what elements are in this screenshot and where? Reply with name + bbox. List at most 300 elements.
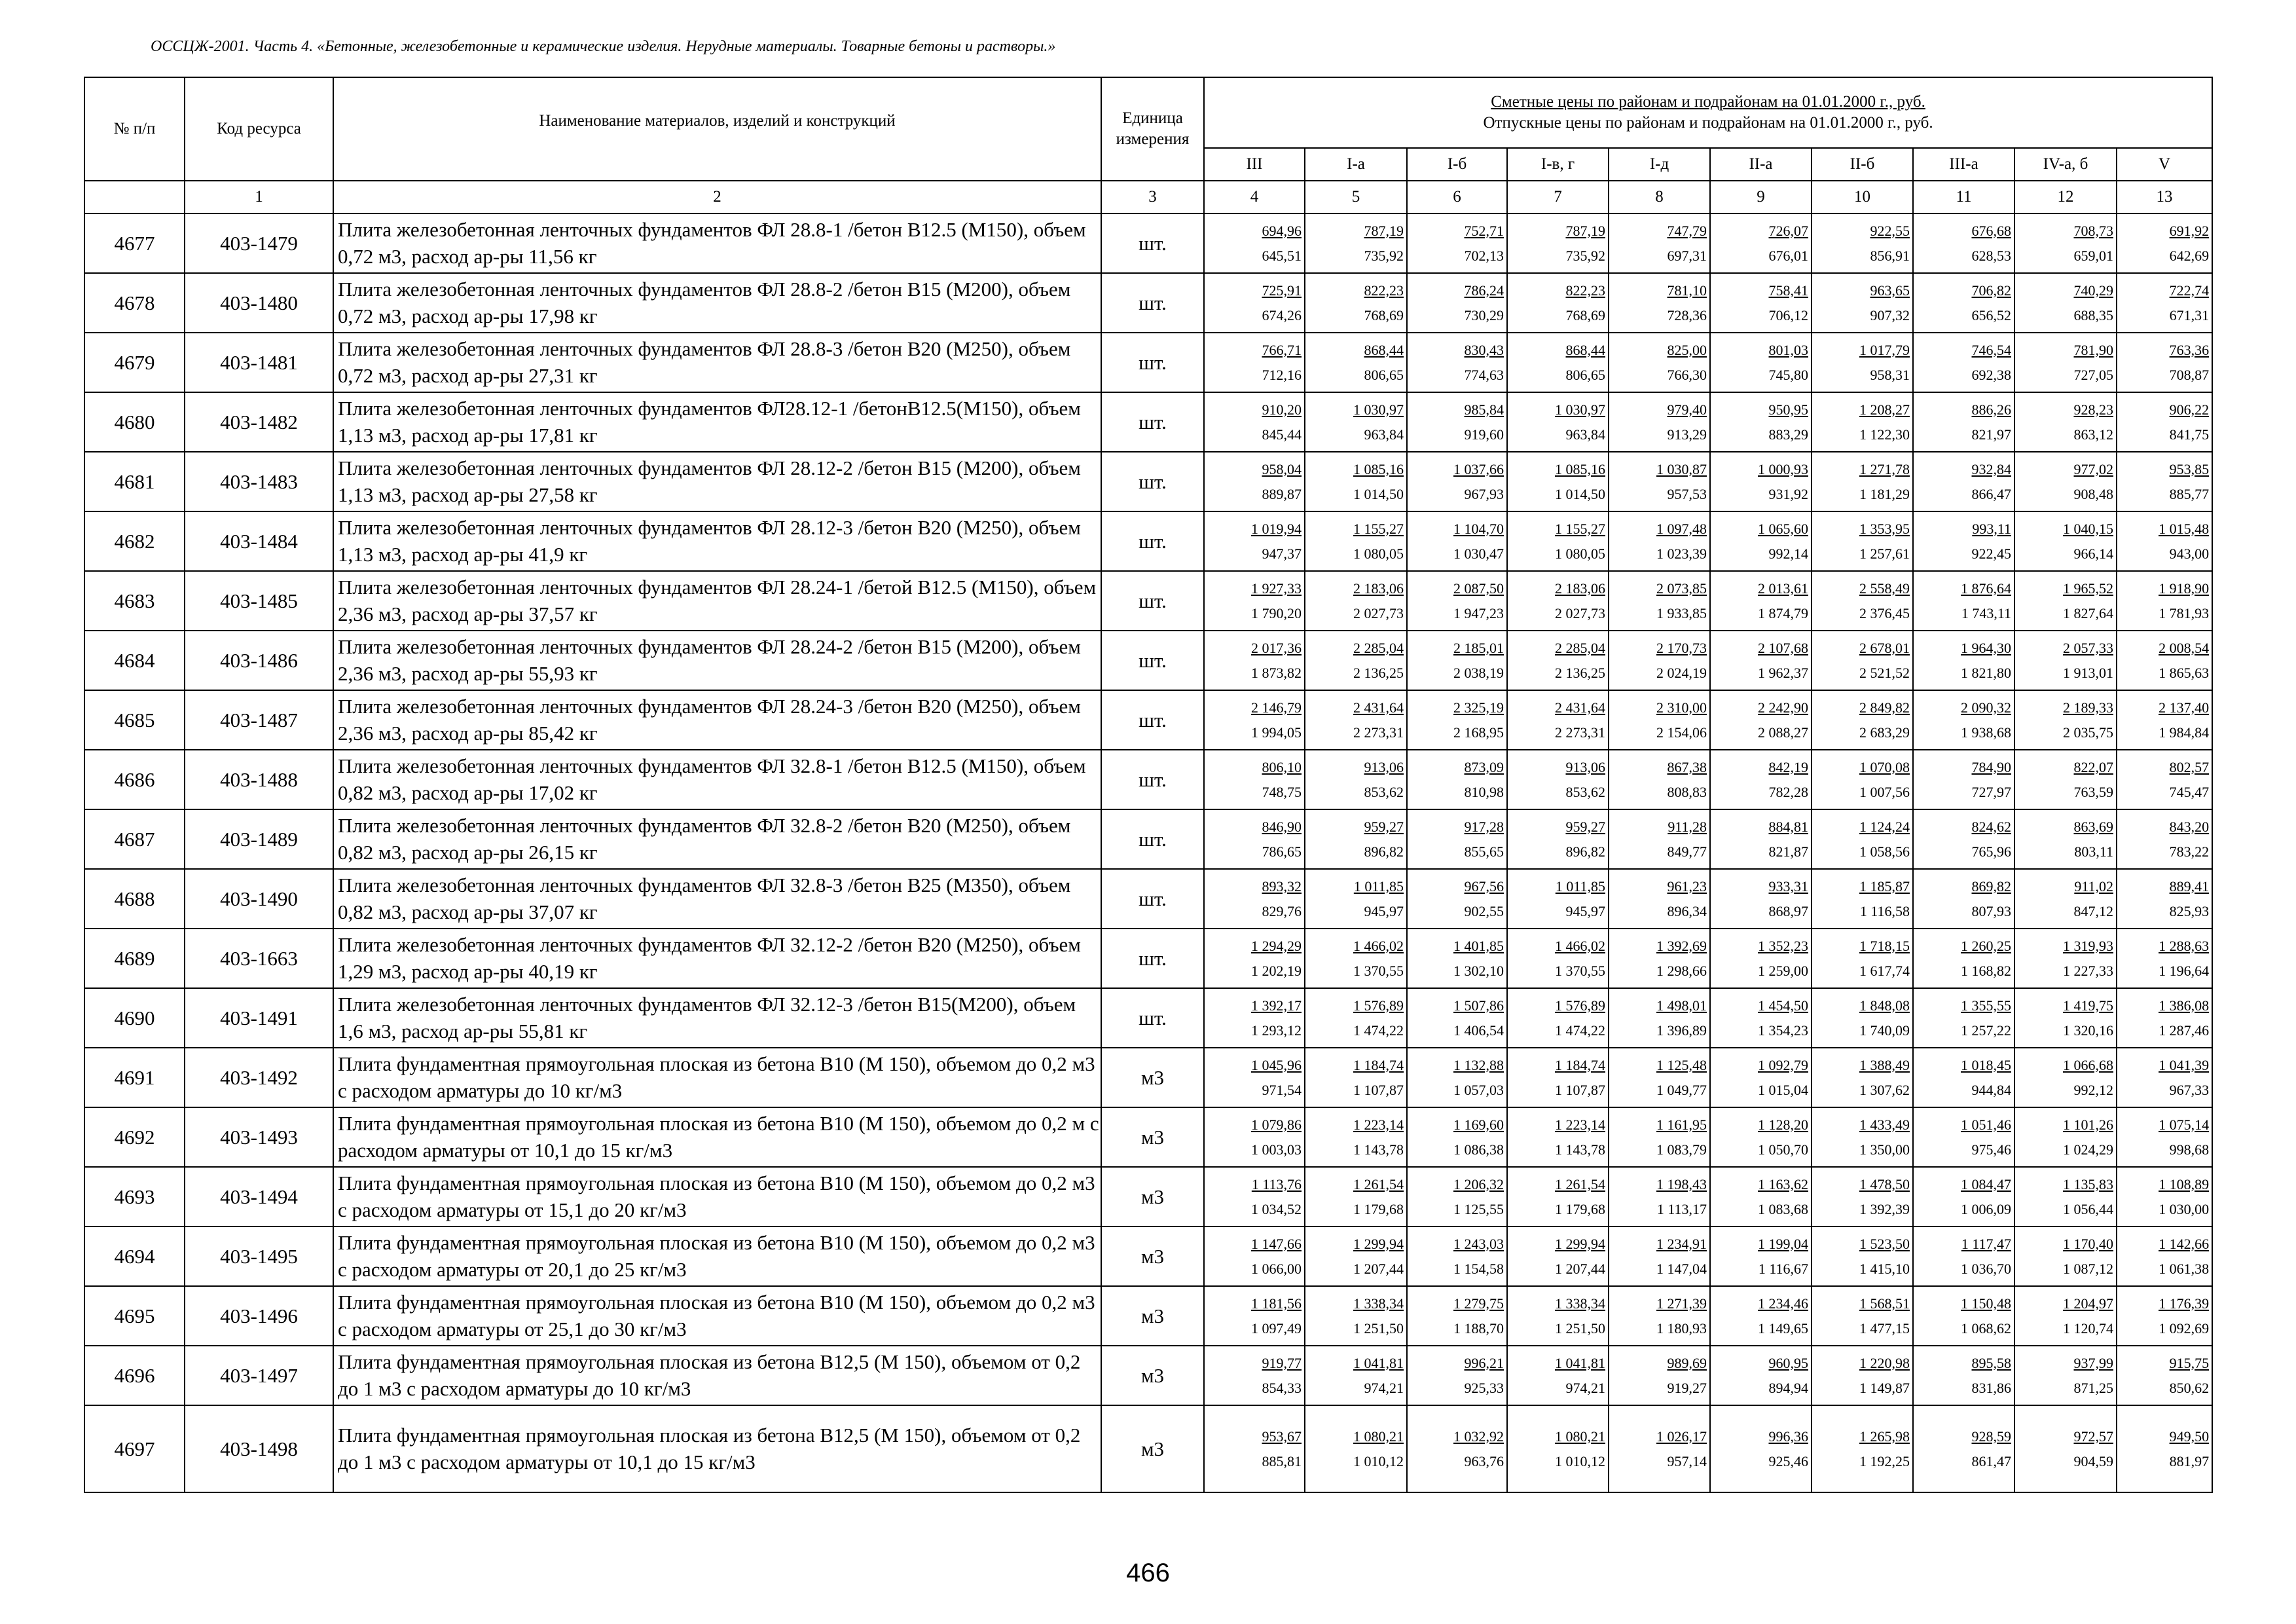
estimate-price: 1 392,69 — [1656, 937, 1707, 954]
estimate-price: 928,59 — [1971, 1428, 2011, 1445]
item-name: Плита фундаментная прямоугольная плоская из бетона В12,5 (М 150), объемом от 0,2 до 1 м3 с расходом арматуры до 10 кг/м3 — [333, 1346, 1101, 1405]
col-header-code: Код ресурса — [185, 77, 333, 181]
price-cell — [1812, 1107, 1913, 1167]
release-price: 808,83 — [1667, 783, 1707, 800]
estimate-price: 1 051,46 — [1961, 1116, 2011, 1133]
release-price: 1 107,87 — [1555, 1081, 1605, 1098]
price-cell — [1204, 1346, 1305, 1405]
release-price: 2 136,25 — [1353, 664, 1404, 681]
estimate-price: 781,90 — [2073, 341, 2113, 358]
estimate-price: 2 107,68 — [1758, 639, 1808, 656]
estimate-price: 1 576,89 — [1353, 997, 1404, 1014]
price-cell — [1913, 511, 2014, 571]
release-price: 1 743,11 — [1961, 604, 2011, 621]
release-price: 1 873,82 — [1251, 664, 1302, 681]
row-number: 4694 — [84, 1227, 185, 1286]
estimate-price: 893,32 — [1262, 877, 1302, 895]
price-cell — [1609, 1227, 1710, 1286]
price-cell — [1710, 273, 1812, 333]
price-cell — [1609, 392, 1710, 452]
price-cell — [2014, 929, 2117, 988]
release-price: 810,98 — [1464, 783, 1504, 800]
release-price: 1 049,77 — [1656, 1081, 1707, 1098]
estimate-price: 1 299,94 — [1555, 1235, 1605, 1252]
estimate-price: 959,27 — [1364, 818, 1404, 835]
estimate-price: 1 261,54 — [1353, 1175, 1404, 1192]
estimate-price: 1 433,49 — [1859, 1116, 1910, 1133]
release-price: 763,59 — [2073, 783, 2113, 800]
estimate-price: 1 080,21 — [1555, 1428, 1605, 1445]
estimate-price: 889,41 — [2169, 877, 2210, 895]
price-cell — [1710, 1405, 1812, 1492]
estimate-price: 1 015,48 — [2159, 520, 2210, 537]
estimate-price: 2 431,64 — [1353, 699, 1404, 716]
release-price: 1 196,64 — [2159, 962, 2210, 979]
estimate-price: 2 057,33 — [2063, 639, 2113, 656]
release-price: 1 083,68 — [1758, 1200, 1808, 1217]
resource-code: 403-1482 — [185, 392, 333, 452]
estimate-price: 910,20 — [1262, 401, 1302, 418]
estimate-price: 1 876,64 — [1961, 580, 2011, 597]
release-price: 974,21 — [1364, 1379, 1404, 1396]
col-header-unit: Единица измерения — [1101, 77, 1204, 181]
table-row — [84, 213, 2212, 273]
estimate-price: 1 299,94 — [1353, 1235, 1404, 1252]
release-price: 728,36 — [1667, 306, 1707, 323]
estimate-price: 895,58 — [1971, 1354, 2011, 1371]
item-name: Плита фундаментная прямоугольная плоская из бетона В10 (М 150), объемом до 0,2 м3 с расходом арматуры от 20,1 до 25 кг/м3 — [333, 1227, 1101, 1286]
estimate-price: 784,90 — [1971, 758, 2011, 775]
release-price: 958,31 — [1870, 366, 1910, 383]
region-header: I-д — [1609, 148, 1710, 181]
release-price: 783,22 — [2169, 843, 2210, 860]
price-cell — [1305, 511, 1407, 571]
price-cell — [2117, 1286, 2212, 1346]
estimate-price: 2 325,19 — [1453, 699, 1504, 716]
release-price: 2 168,95 — [1453, 724, 1504, 741]
release-price: 1 179,68 — [1353, 1200, 1404, 1217]
price-cell — [2014, 1346, 2117, 1405]
release-price: 908,48 — [2073, 485, 2113, 502]
item-unit: шт. — [1101, 631, 1204, 690]
estimate-price: 1 092,79 — [1758, 1056, 1808, 1073]
price-cell — [1407, 1048, 1507, 1107]
estimate-price: 2 137,40 — [2159, 699, 2210, 716]
table-row — [84, 1346, 2212, 1405]
release-price: 745,80 — [1768, 366, 1808, 383]
price-cell — [2117, 273, 2212, 333]
region-header: I-а — [1305, 148, 1407, 181]
estimate-price: 1 142,66 — [2159, 1235, 2210, 1252]
price-cell — [1609, 631, 1710, 690]
price-cell — [2117, 809, 2212, 869]
release-price: 702,13 — [1464, 247, 1504, 264]
estimate-price: 1 498,01 — [1656, 997, 1707, 1014]
release-price: 774,63 — [1464, 366, 1504, 383]
estimate-price: 747,79 — [1667, 222, 1707, 239]
price-cell — [1710, 333, 1812, 392]
price-cell — [1204, 392, 1305, 452]
price-cell — [2117, 988, 2212, 1048]
item-unit: м3 — [1101, 1048, 1204, 1107]
release-price: 1 149,87 — [1859, 1379, 1910, 1396]
price-cell — [1913, 452, 2014, 511]
estimate-price: 2 170,73 — [1656, 639, 1707, 656]
estimate-price: 2 017,36 — [1251, 639, 1302, 656]
estimate-price: 919,77 — [1262, 1354, 1302, 1371]
release-price: 853,62 — [1364, 783, 1404, 800]
price-cell — [1710, 511, 1812, 571]
estimate-price: 1 338,34 — [1353, 1295, 1404, 1312]
price-table — [84, 77, 2213, 1493]
price-cell — [1913, 1405, 2014, 1492]
release-price: 1 010,12 — [1555, 1452, 1605, 1469]
release-price: 1 392,39 — [1859, 1200, 1910, 1217]
table-row — [84, 1405, 2212, 1492]
estimate-price: 1 117,47 — [1961, 1235, 2011, 1252]
estimate-price: 996,21 — [1464, 1354, 1504, 1371]
release-price: 1 154,58 — [1453, 1260, 1504, 1277]
resource-code: 403-1493 — [185, 1107, 333, 1167]
estimate-price: 950,95 — [1768, 401, 1808, 418]
release-price: 745,47 — [2169, 783, 2210, 800]
estimate-price: 1 184,74 — [1353, 1056, 1404, 1073]
price-cell — [2014, 511, 2117, 571]
price-cell — [1507, 1048, 1609, 1107]
price-cell — [2014, 452, 2117, 511]
release-price: 831,86 — [1971, 1379, 2011, 1396]
price-cell — [1507, 511, 1609, 571]
price-cell — [2014, 1107, 2117, 1167]
region-header: III-а — [1913, 148, 2014, 181]
estimate-price: 972,57 — [2073, 1428, 2113, 1445]
item-unit: шт. — [1101, 511, 1204, 571]
estimate-price: 825,00 — [1667, 341, 1707, 358]
estimate-price: 884,81 — [1768, 818, 1808, 835]
estimate-price: 2 183,06 — [1353, 580, 1404, 597]
release-price: 1 293,12 — [1251, 1022, 1302, 1039]
estimate-price: 1 147,66 — [1251, 1235, 1302, 1252]
release-price: 1 962,37 — [1758, 664, 1808, 681]
estimate-price: 746,54 — [1971, 341, 2011, 358]
price-cell — [1305, 1227, 1407, 1286]
price-cell — [1204, 988, 1305, 1048]
region-header: II-а — [1710, 148, 1812, 181]
estimate-price: 2 008,54 — [2159, 639, 2210, 656]
price-cell — [2014, 392, 2117, 452]
release-price: 992,12 — [2073, 1081, 2113, 1098]
release-price: 697,31 — [1667, 247, 1707, 264]
release-price: 1 147,04 — [1656, 1260, 1707, 1277]
estimate-price: 1 032,92 — [1453, 1428, 1504, 1445]
column-number-cell: 11 — [1913, 181, 2014, 213]
release-price: 925,33 — [1464, 1379, 1504, 1396]
release-price: 1 168,82 — [1961, 962, 2011, 979]
row-number: 4697 — [84, 1405, 185, 1492]
price-cell — [1913, 1286, 2014, 1346]
estimate-price: 2 087,50 — [1453, 580, 1504, 597]
item-unit: шт. — [1101, 809, 1204, 869]
estimate-price: 1 576,89 — [1555, 997, 1605, 1014]
estimate-price: 822,23 — [1565, 282, 1605, 299]
price-cell — [2014, 869, 2117, 929]
estimate-price: 989,69 — [1667, 1354, 1707, 1371]
price-cell — [1507, 1167, 1609, 1227]
release-price: 855,65 — [1464, 843, 1504, 860]
row-number: 4678 — [84, 273, 185, 333]
estimate-price: 1 155,27 — [1555, 520, 1605, 537]
item-name: Плита фундаментная прямоугольная плоская из бетона В12,5 (М 150), объемом от 0,2 до 1 м3 с расходом арматуры от 10,1 до 15 кг/м3 — [333, 1405, 1101, 1492]
price-cell — [1913, 1227, 2014, 1286]
column-number-cell: 12 — [2014, 181, 2117, 213]
table-row — [84, 690, 2212, 750]
row-number: 4681 — [84, 452, 185, 511]
estimate-price: 985,84 — [1464, 401, 1504, 418]
price-cell — [1710, 869, 1812, 929]
region-header: II-б — [1812, 148, 1913, 181]
estimate-price: 1 169,60 — [1453, 1116, 1504, 1133]
row-number: 4693 — [84, 1167, 185, 1227]
price-cell — [1204, 1167, 1305, 1227]
price-cell — [1407, 809, 1507, 869]
item-name: Плита железобетонная ленточных фундаментов ФЛ 32.12-3 /бетон В15(М200), объем 1,6 м3, расход ар-ры 55,81 кг — [333, 988, 1101, 1048]
estimate-price: 937,99 — [2073, 1354, 2113, 1371]
estimate-price: 1 135,83 — [2063, 1175, 2113, 1192]
column-number-cell: 4 — [1204, 181, 1305, 213]
release-price: 2 376,45 — [1859, 604, 1910, 621]
estimate-price: 869,82 — [1971, 877, 2011, 895]
release-price: 998,68 — [2169, 1141, 2210, 1158]
estimate-price: 1 294,29 — [1251, 937, 1302, 954]
release-price: 1 010,12 — [1353, 1452, 1404, 1469]
estimate-price: 2 073,85 — [1656, 580, 1707, 597]
price-cell — [2014, 1227, 2117, 1286]
price-cell — [1609, 333, 1710, 392]
price-cell — [1609, 869, 1710, 929]
estimate-price: 1 419,75 — [2063, 997, 2113, 1014]
price-cell — [1204, 631, 1305, 690]
item-unit: шт. — [1101, 571, 1204, 631]
item-name: Плита фундаментная прямоугольная плоская из бетона В10 (М 150), объемом до 0,2 м3 с расходом арматуры от 15,1 до 20 кг/м3 — [333, 1167, 1101, 1227]
release-price: 1 107,87 — [1353, 1081, 1404, 1098]
estimate-price: 2 285,04 — [1353, 639, 1404, 656]
price-cell — [1710, 1227, 1812, 1286]
estimate-price: 1 279,75 — [1453, 1295, 1504, 1312]
release-price: 706,12 — [1768, 306, 1808, 323]
estimate-price: 922,55 — [1870, 222, 1910, 239]
release-price: 1 015,04 — [1758, 1081, 1808, 1098]
release-price: 992,14 — [1768, 545, 1808, 562]
column-number-cell: 5 — [1305, 181, 1407, 213]
estimate-price: 1 927,33 — [1251, 580, 1302, 597]
price-cell — [1204, 511, 1305, 571]
price-cell — [1609, 988, 1710, 1048]
table-row — [84, 1227, 2212, 1286]
release-price: 765,96 — [1971, 843, 2011, 860]
release-price: 861,47 — [1971, 1452, 2011, 1469]
item-name: Плита фундаментная прямоугольная плоская из бетона В10 (М 150), объемом до 0,2 м3 с расходом арматуры от 25,1 до 30 кг/м3 — [333, 1286, 1101, 1346]
estimate-price: 1 085,16 — [1555, 460, 1605, 477]
price-cell — [2117, 1405, 2212, 1492]
table-row — [84, 1286, 2212, 1346]
row-number: 4680 — [84, 392, 185, 452]
column-number-cell: 6 — [1407, 181, 1507, 213]
release-price: 881,97 — [2169, 1452, 2210, 1469]
release-price: 2 024,19 — [1656, 664, 1707, 681]
estimate-price: 867,38 — [1667, 758, 1707, 775]
item-name: Плита железобетонная ленточных фундаментов ФЛ 32.8-1 /бетон В12.5 (М150), объем 0,82 м3, расход ар-ры 17,02 кг — [333, 750, 1101, 809]
price-cell — [2117, 571, 2212, 631]
price-cell — [1710, 631, 1812, 690]
estimate-price: 1 185,87 — [1859, 877, 1910, 895]
price-cell — [1507, 392, 1609, 452]
price-cell — [1407, 869, 1507, 929]
price-cell — [1913, 333, 2014, 392]
estimate-price: 2 189,33 — [2063, 699, 2113, 716]
release-price: 1 251,50 — [1353, 1320, 1404, 1337]
estimate-price: 2 558,49 — [1859, 580, 1910, 597]
price-cell — [1305, 452, 1407, 511]
estimate-price: 1 125,48 — [1656, 1056, 1707, 1073]
release-price: 806,65 — [1364, 366, 1404, 383]
price-cell — [1507, 452, 1609, 511]
estimate-price: 1 234,91 — [1656, 1235, 1707, 1252]
table-row — [84, 571, 2212, 631]
price-cell — [1609, 1346, 1710, 1405]
release-price: 1 874,79 — [1758, 604, 1808, 621]
table-row — [84, 869, 2212, 929]
price-cell — [1407, 213, 1507, 273]
price-cell — [1710, 392, 1812, 452]
price-cell — [2014, 1405, 2117, 1492]
row-number: 4677 — [84, 213, 185, 273]
price-cell — [1204, 869, 1305, 929]
price-cell — [1507, 690, 1609, 750]
release-price: 688,35 — [2073, 306, 2113, 323]
estimate-price: 722,74 — [2169, 282, 2210, 299]
estimate-price: 1 568,51 — [1859, 1295, 1910, 1312]
estimate-price: 1 041,81 — [1353, 1354, 1404, 1371]
estimate-price: 915,75 — [2169, 1354, 2210, 1371]
price-cell — [1204, 1048, 1305, 1107]
price-cell — [1305, 273, 1407, 333]
price-cell — [1507, 1227, 1609, 1286]
estimate-price: 1 260,25 — [1961, 937, 2011, 954]
release-price: 1 474,22 — [1555, 1022, 1605, 1039]
column-number-cell — [84, 181, 185, 213]
table-row — [84, 273, 2212, 333]
price-cell — [2117, 929, 2212, 988]
item-unit: шт. — [1101, 690, 1204, 750]
table-row — [84, 988, 2212, 1048]
estimate-price: 1 037,66 — [1453, 460, 1504, 477]
release-price: 907,32 — [1870, 306, 1910, 323]
price-cell — [1812, 333, 1913, 392]
price-cell — [1710, 809, 1812, 869]
item-name: Плита железобетонная ленточных фундаментов ФЛ 28.24-1 /бетой В12.5 (М150), объем 2,36 м3, расход ар-ры 37,57 кг — [333, 571, 1101, 631]
release-price: 2 027,73 — [1555, 604, 1605, 621]
release-price: 1 116,58 — [1859, 902, 1910, 919]
price-cell — [1812, 571, 1913, 631]
price-cell — [1913, 273, 2014, 333]
release-price: 1 066,00 — [1251, 1260, 1302, 1277]
price-cell — [1407, 392, 1507, 452]
estimate-price: 906,22 — [2169, 401, 2210, 418]
price-cell — [2117, 452, 2212, 511]
release-price: 902,55 — [1464, 902, 1504, 919]
resource-code: 403-1494 — [185, 1167, 333, 1227]
release-price: 1 781,93 — [2159, 604, 2210, 621]
estimate-price: 806,10 — [1262, 758, 1302, 775]
release-price: 841,75 — [2169, 426, 2210, 443]
region-header: V — [2117, 148, 2212, 181]
estimate-price: 1 466,02 — [1353, 937, 1404, 954]
release-price: 806,65 — [1565, 366, 1605, 383]
price-cell — [1204, 1107, 1305, 1167]
column-number-cell: 8 — [1609, 181, 1710, 213]
estimate-price: 726,07 — [1768, 222, 1808, 239]
estimate-price: 822,07 — [2073, 758, 2113, 775]
price-cell — [1507, 333, 1609, 392]
release-price: 1 030,00 — [2159, 1200, 2210, 1217]
release-price: 1 143,78 — [1353, 1141, 1404, 1158]
estimate-price: 1 848,08 — [1859, 997, 1910, 1014]
estimate-price: 1 000,93 — [1758, 460, 1808, 477]
price-cell — [1913, 1167, 2014, 1227]
estimate-price: 1 132,88 — [1453, 1056, 1504, 1073]
item-name: Плита железобетонная ленточных фундаментов ФЛ 32.12-2 /бетон В20 (М250), объем 1,29 м3, расход ар-ры 40,19 кг — [333, 929, 1101, 988]
release-price: 847,12 — [2073, 902, 2113, 919]
estimate-price: 1 011,85 — [1555, 877, 1605, 895]
estimate-price: 752,71 — [1464, 222, 1504, 239]
release-price: 708,87 — [2169, 366, 2210, 383]
release-price: 1 259,00 — [1758, 962, 1808, 979]
price-cell — [1812, 452, 1913, 511]
estimate-price: 959,27 — [1565, 818, 1605, 835]
release-price: 645,51 — [1262, 247, 1302, 264]
release-price: 735,92 — [1364, 247, 1404, 264]
estimate-price: 928,23 — [2073, 401, 2113, 418]
release-price: 1 320,16 — [2063, 1022, 2113, 1039]
estimate-price: 1 199,04 — [1758, 1235, 1808, 1252]
release-price: 957,53 — [1667, 485, 1707, 502]
price-cell — [1609, 1107, 1710, 1167]
estimate-price: 953,85 — [2169, 460, 2210, 477]
resource-code: 403-1492 — [185, 1048, 333, 1107]
estimate-price: 786,24 — [1464, 282, 1504, 299]
release-price: 1 474,22 — [1353, 1022, 1404, 1039]
price-cell — [1913, 1107, 2014, 1167]
estimate-price: 1 234,46 — [1758, 1295, 1808, 1312]
estimate-price: 2 849,82 — [1859, 699, 1910, 716]
price-cell — [1913, 1346, 2014, 1405]
estimate-price: 953,67 — [1262, 1428, 1302, 1445]
release-price: 1 058,56 — [1859, 843, 1910, 860]
row-number: 4692 — [84, 1107, 185, 1167]
estimate-price: 1 718,15 — [1859, 937, 1910, 954]
release-price: 768,69 — [1364, 306, 1404, 323]
release-price: 2 035,75 — [2063, 724, 2113, 741]
estimate-price: 1 454,50 — [1758, 997, 1808, 1014]
release-price: 1 994,05 — [1251, 724, 1302, 741]
estimate-price: 1 030,97 — [1353, 401, 1404, 418]
price-cell — [1812, 1167, 1913, 1227]
price-cell — [1305, 631, 1407, 690]
release-price: 1 257,22 — [1961, 1022, 2011, 1039]
col-header-name: Наименование материалов, изделий и конструкций — [333, 77, 1101, 181]
resource-code: 403-1497 — [185, 1346, 333, 1405]
release-price: 1 024,29 — [2063, 1141, 2113, 1158]
